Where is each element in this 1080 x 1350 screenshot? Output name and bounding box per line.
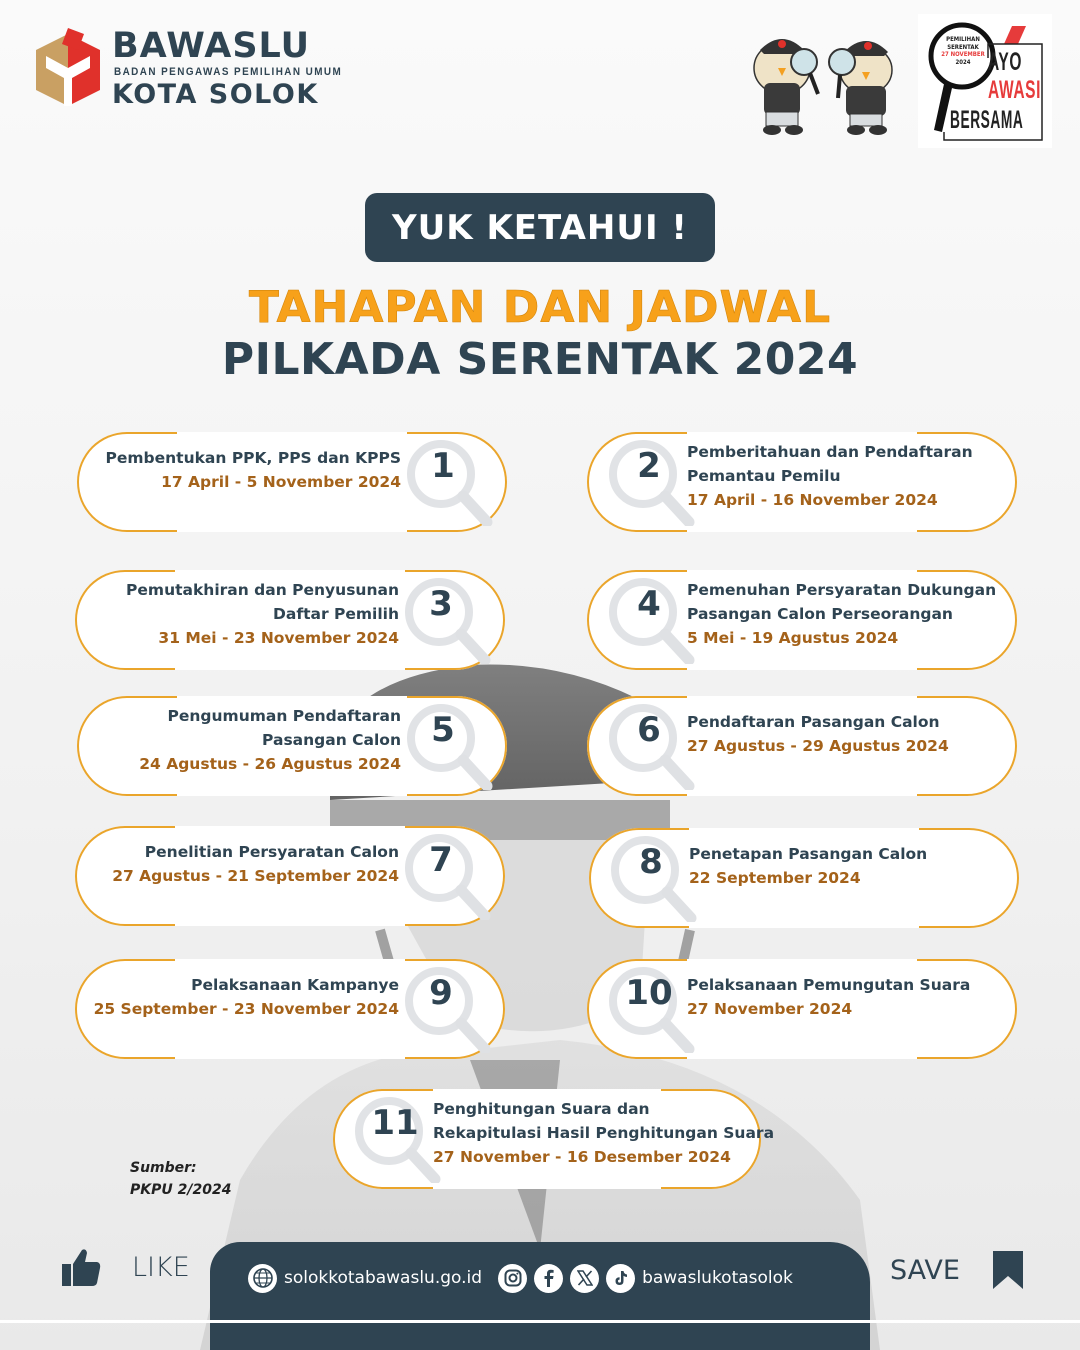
- stage-date: 27 Agustus - 29 Agustus 2024: [687, 737, 949, 755]
- stage-text: [139, 704, 401, 776]
- stage-name: Pelaksanaan Pemungutan Suara: [687, 976, 971, 994]
- stage-name: Pembentukan PPK, PPS dan KPPS: [105, 449, 401, 467]
- badge-small-line-1: PEMILIHAN: [946, 36, 980, 43]
- stage-card-11: [333, 1089, 775, 1189]
- stage-card-2: [587, 432, 1017, 532]
- logo-title: BAWASLU: [112, 25, 310, 66]
- logo-subtitle: BADAN PENGAWAS PEMILIHAN UMUM: [114, 65, 343, 78]
- stage-text: [433, 1097, 774, 1169]
- stage-name: Rekapitulasi Hasil Penghitungan Suara: [433, 1124, 775, 1142]
- stage-number: 2: [637, 446, 661, 486]
- stage-name: Pendaftaran Pasangan Calon: [687, 713, 940, 731]
- bawaslu-logo: [32, 25, 368, 110]
- stage-number: 1: [431, 446, 455, 486]
- bookmark-icon: [992, 1250, 1024, 1290]
- stage-card-7: [75, 826, 505, 926]
- yuk-ketahui-banner: YUK KETAHUI !: [365, 193, 715, 262]
- logo-city: KOTA SOLOK: [112, 78, 319, 110]
- stage-text: [689, 842, 927, 890]
- stage-text: [112, 840, 399, 888]
- footer-divider: [0, 1320, 1080, 1323]
- badge-small-year: 2024: [955, 58, 971, 66]
- stage-number: 8: [639, 842, 663, 882]
- save-button[interactable]: [890, 1250, 1024, 1290]
- stage-name: Pengumuman Pendaftaran: [167, 707, 401, 725]
- stage-card-9: [75, 959, 505, 1059]
- stage-date: 27 November - 16 Desember 2024: [433, 1148, 731, 1166]
- stage-number: 6: [637, 710, 661, 750]
- footer-bar: [210, 1242, 870, 1350]
- badge-awasi: AWASI: [988, 76, 1042, 104]
- stage-card-10: [587, 959, 1017, 1059]
- contact-links: [248, 1262, 809, 1294]
- tiktok-icon[interactable]: [606, 1264, 635, 1293]
- facebook-icon[interactable]: [534, 1264, 563, 1293]
- stage-name: Pemantau Pemilu: [687, 467, 841, 485]
- thumbs-up-icon: [60, 1246, 102, 1288]
- stage-date: 17 April - 16 November 2024: [687, 491, 938, 509]
- stage-date: 27 November 2024: [687, 1000, 853, 1018]
- stage-card-8: [589, 828, 1019, 928]
- source-value: PKPU 2/2024: [130, 1182, 232, 1198]
- stage-name: Penetapan Pasangan Calon: [689, 845, 928, 863]
- stage-name: Penghitungan Suara dan: [433, 1100, 650, 1118]
- x-icon[interactable]: [570, 1264, 599, 1293]
- globe-icon: [248, 1264, 277, 1293]
- stage-text: [126, 578, 399, 650]
- website-link[interactable]: solokkotabawaslu.go.id: [284, 1268, 483, 1288]
- stage-date: 25 September - 23 November 2024: [93, 1000, 399, 1018]
- stage-date: 22 September 2024: [689, 869, 861, 887]
- stage-date: 17 April - 5 November 2024: [161, 473, 401, 491]
- ballot-box-logo-icon: [32, 28, 104, 108]
- instagram-icon[interactable]: [498, 1264, 527, 1293]
- save-label: SAVE: [890, 1254, 960, 1286]
- stage-text: [687, 440, 973, 512]
- like-label: LIKE: [132, 1251, 190, 1283]
- stage-name: Pasangan Calon Perseorangan: [687, 605, 953, 623]
- stage-number: 9: [429, 973, 453, 1013]
- stage-number: 5: [431, 710, 455, 750]
- stage-text: [94, 973, 399, 1021]
- stage-number: 11: [371, 1103, 419, 1143]
- stage-text: [687, 578, 996, 650]
- stage-number: 3: [429, 584, 453, 624]
- stage-number: 10: [625, 973, 673, 1013]
- stage-number: 7: [429, 840, 453, 880]
- badge-ayo: AYO: [988, 48, 1023, 76]
- stage-text: [687, 710, 949, 758]
- stage-card-4: [587, 570, 1017, 670]
- stage-date: 24 Agustus - 26 Agustus 2024: [139, 755, 401, 773]
- stage-name: Pemutakhiran dan Penyusunan: [126, 581, 399, 599]
- stage-date: 27 Agustus - 21 September 2024: [112, 867, 399, 885]
- page-title-line-2: PILKADA SERENTAK 2024: [221, 334, 859, 385]
- stage-text: [687, 973, 970, 1021]
- stage-card-5: [77, 696, 507, 796]
- stage-name: Pemberitahuan dan Pendaftaran: [687, 443, 973, 461]
- badge-small-date: 27 NOVEMBER: [941, 51, 985, 58]
- stage-text: [106, 446, 401, 494]
- owl-mascots-illustration: [742, 28, 908, 138]
- stage-name: Daftar Pemilih: [273, 605, 399, 623]
- source-label: Sumber:: [130, 1160, 197, 1176]
- badge-bersama: BERSAMA: [950, 106, 1024, 134]
- stage-number: 4: [637, 584, 661, 624]
- page-title-line-1: TAHAPAN DAN JADWAL: [248, 282, 832, 333]
- stage-date: 31 Mei - 23 November 2024: [158, 629, 399, 647]
- stage-card-1: [77, 432, 507, 532]
- badge-small-line-2: SERENTAK: [947, 43, 979, 51]
- like-button[interactable]: [60, 1246, 190, 1288]
- stage-name: Pelaksanaan Kampanye: [191, 976, 399, 994]
- stage-name: Penelitian Persyaratan Calon: [144, 843, 399, 861]
- source-note: [130, 1157, 231, 1201]
- stage-date: 5 Mei - 19 Agustus 2024: [687, 629, 899, 647]
- stage-card-3: [75, 570, 505, 670]
- stage-name: Pemenuhan Persyaratan Dukungan: [687, 581, 997, 599]
- social-handle[interactable]: bawaslukotasolok: [642, 1268, 793, 1288]
- stage-card-6: [587, 696, 1017, 796]
- stage-name: Pasangan Calon: [262, 731, 401, 749]
- ayo-awasi-bersama-badge: [918, 14, 1052, 148]
